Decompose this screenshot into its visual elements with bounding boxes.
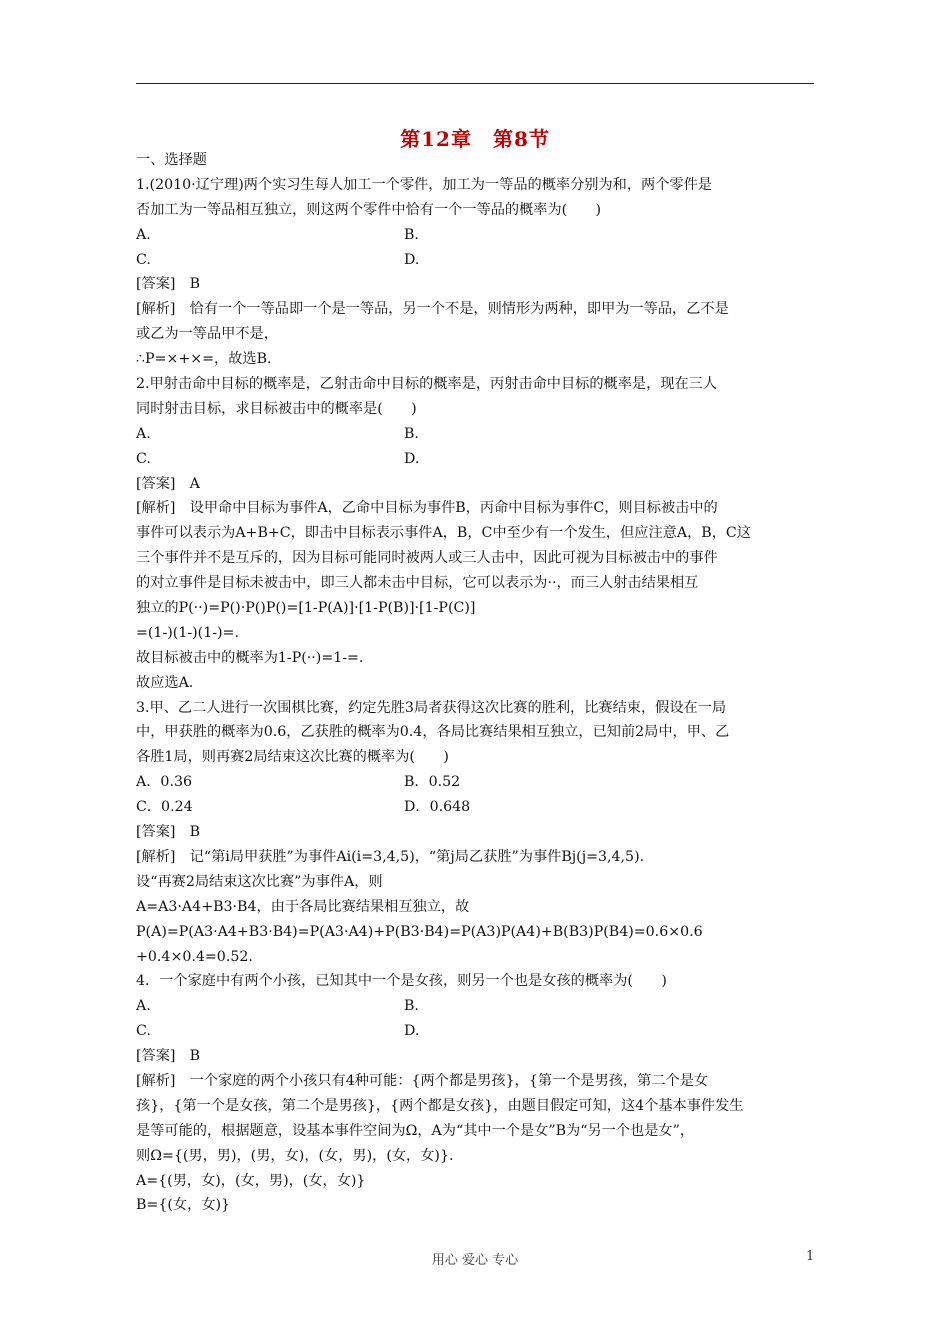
page-number: 1 [806, 1249, 815, 1264]
q1-analysis: 或乙为一等品甲不是， [136, 326, 278, 343]
q4-analysis: [解析] 一个家庭的两个小孩只有4种可能：{两个都是男孩}，{第一个是男孩，第二个是女 [136, 1072, 709, 1089]
q2-options-row [136, 447, 816, 472]
option-c: C. [136, 450, 151, 467]
option-d: D. [404, 450, 420, 467]
q3-analysis: [解析] 记“第i局甲获胜”为事件Ai(i=3,4,5)，“第j局乙获胜”为事件Bj(j=3,4,5). [136, 848, 645, 865]
q1-analysis: [解析] 恰有一个一等品即一个是一等品，另一个不是，则情形为两种，即甲为一等品，乙不是 [136, 301, 729, 318]
option-a: A. [136, 998, 151, 1015]
q1-options-row [136, 223, 816, 248]
q2-answer: [答案] A [136, 475, 200, 492]
section-heading: 一、选择题 [136, 152, 207, 168]
option-d: D. [404, 251, 420, 268]
q2-analysis: =(1-)(1-)(1-)=. [136, 624, 239, 641]
option-b: B. [404, 226, 419, 243]
option-a: A．0.36 [136, 774, 193, 791]
option-b: B. [404, 998, 419, 1015]
q3-line: 中，甲获胜的概率为0.6，乙获胜的概率为0.4，各局比赛结果相互独立，已知前2局中，甲、乙 [136, 724, 730, 741]
option-b: B．0.52 [404, 774, 461, 791]
q4-analysis: B={(女，女)} [136, 1197, 230, 1214]
q3-analysis: +0.4×0.4=0.52. [136, 948, 253, 965]
page-title: 第12章 第8节 [400, 127, 550, 151]
header-rule [136, 83, 814, 84]
q3-analysis: P(A)=P(A3·A4+B3·B4)=P(A3·A4)+P(B3·B4)=P(A3)P(A4)+B(B3)P(B4)=0.6×0.6 [136, 923, 703, 940]
q2-analysis: 三个事件并不是互斥的，因为目标可能同时被两人或三人击中，因此可视为目标被击中的事件 [136, 550, 718, 567]
q4-line: 4．一个家庭中有两个小孩，已知其中一个是女孩，则另一个也是女孩的概率为( ) [136, 973, 667, 990]
q2-options-row [136, 422, 816, 447]
q4-analysis: A={(男，女)，(女，男)，(女，女)} [136, 1172, 366, 1189]
q2-analysis: 故应选A. [136, 674, 194, 691]
q3-analysis: 设“再赛2局结束这次比赛”为事件A，则 [136, 873, 383, 890]
q2-analysis: [解析] 设甲命中目标为事件A，乙命中目标为事件B，丙命中目标为事件C，则目标被击中的 [136, 500, 718, 517]
page-footer: 用心 爱心 专心 [431, 1253, 519, 1268]
option-a: A. [136, 226, 151, 243]
q4-analysis: 则Ω={(男，男)，(男，女)，(女，男)，(女，女)}. [136, 1147, 454, 1164]
q3-line: 各胜1局，则再赛2局结束这次比赛的概率为( ) [136, 749, 449, 766]
q1-line: 1.(2010·辽宁理)两个实习生每人加工一个零件，加工为一等品的概率分别为和，两个零件是 [136, 176, 712, 193]
q1-analysis: ∴P=×+×=，故选B. [136, 351, 272, 368]
option-c: C. [136, 251, 151, 268]
q2-line: 同时射击目标，求目标被击中的概率是( ) [136, 400, 417, 417]
option-b: B. [404, 425, 419, 442]
q4-options-row [136, 1019, 816, 1044]
option-d: D．0.648 [404, 799, 471, 816]
q3-line: 3.甲、乙二人进行一次围棋比赛，约定先胜3局者获得这次比赛的胜利，比赛结束，假设在一局 [136, 699, 727, 716]
q1-line: 否加工为一等品相互独立，则这两个零件中恰有一个一等品的概率为( ) [136, 201, 602, 218]
q2-line: 2.甲射击命中目标的概率是，乙射击命中目标的概率是，丙射击命中目标的概率是，现在三人 [136, 376, 718, 393]
q2-analysis: 的对立事件是目标未被击中，即三人都未击中目标，它可以表示为··，而三人射击结果相互 [136, 575, 699, 592]
q2-analysis: 故目标被击中的概率为1-P(··)=1-=. [136, 649, 364, 666]
q4-analysis: 是等可能的，根据题意，设基本事件空间为Ω，A为“其中一个是女”B为“另一个也是女”， [136, 1122, 695, 1139]
q4-options-row [136, 994, 816, 1019]
q2-analysis: 独立的P(··)=P()·P()P()=[1-P(A)]·[1-P(B)]·[1-P(C)] [136, 600, 476, 617]
option-c: C. [136, 1023, 151, 1040]
q3-options-row [136, 770, 816, 795]
q2-analysis: 事件可以表示为A+B+C，即击中目标表示事件A，B，C中至少有一个发生，但应注意A，B，C这 [136, 525, 751, 542]
option-c: C．0.24 [136, 799, 193, 816]
q1-answer: [答案] B [136, 276, 201, 293]
q1-options-row [136, 248, 816, 273]
document-body [136, 148, 816, 1218]
q4-analysis: 孩}，{第一个是女孩，第二个是男孩}，{两个都是女孩}，由题目假定可知，这4个基本事件发生 [136, 1097, 744, 1114]
q3-options-row [136, 795, 816, 820]
option-a: A. [136, 425, 151, 442]
q4-answer: [答案] B [136, 1048, 201, 1065]
q3-answer: [答案] B [136, 824, 201, 841]
option-d: D. [404, 1023, 420, 1040]
q3-analysis: A=A3·A4+B3·B4，由于各局比赛结果相互独立，故 [136, 898, 470, 915]
